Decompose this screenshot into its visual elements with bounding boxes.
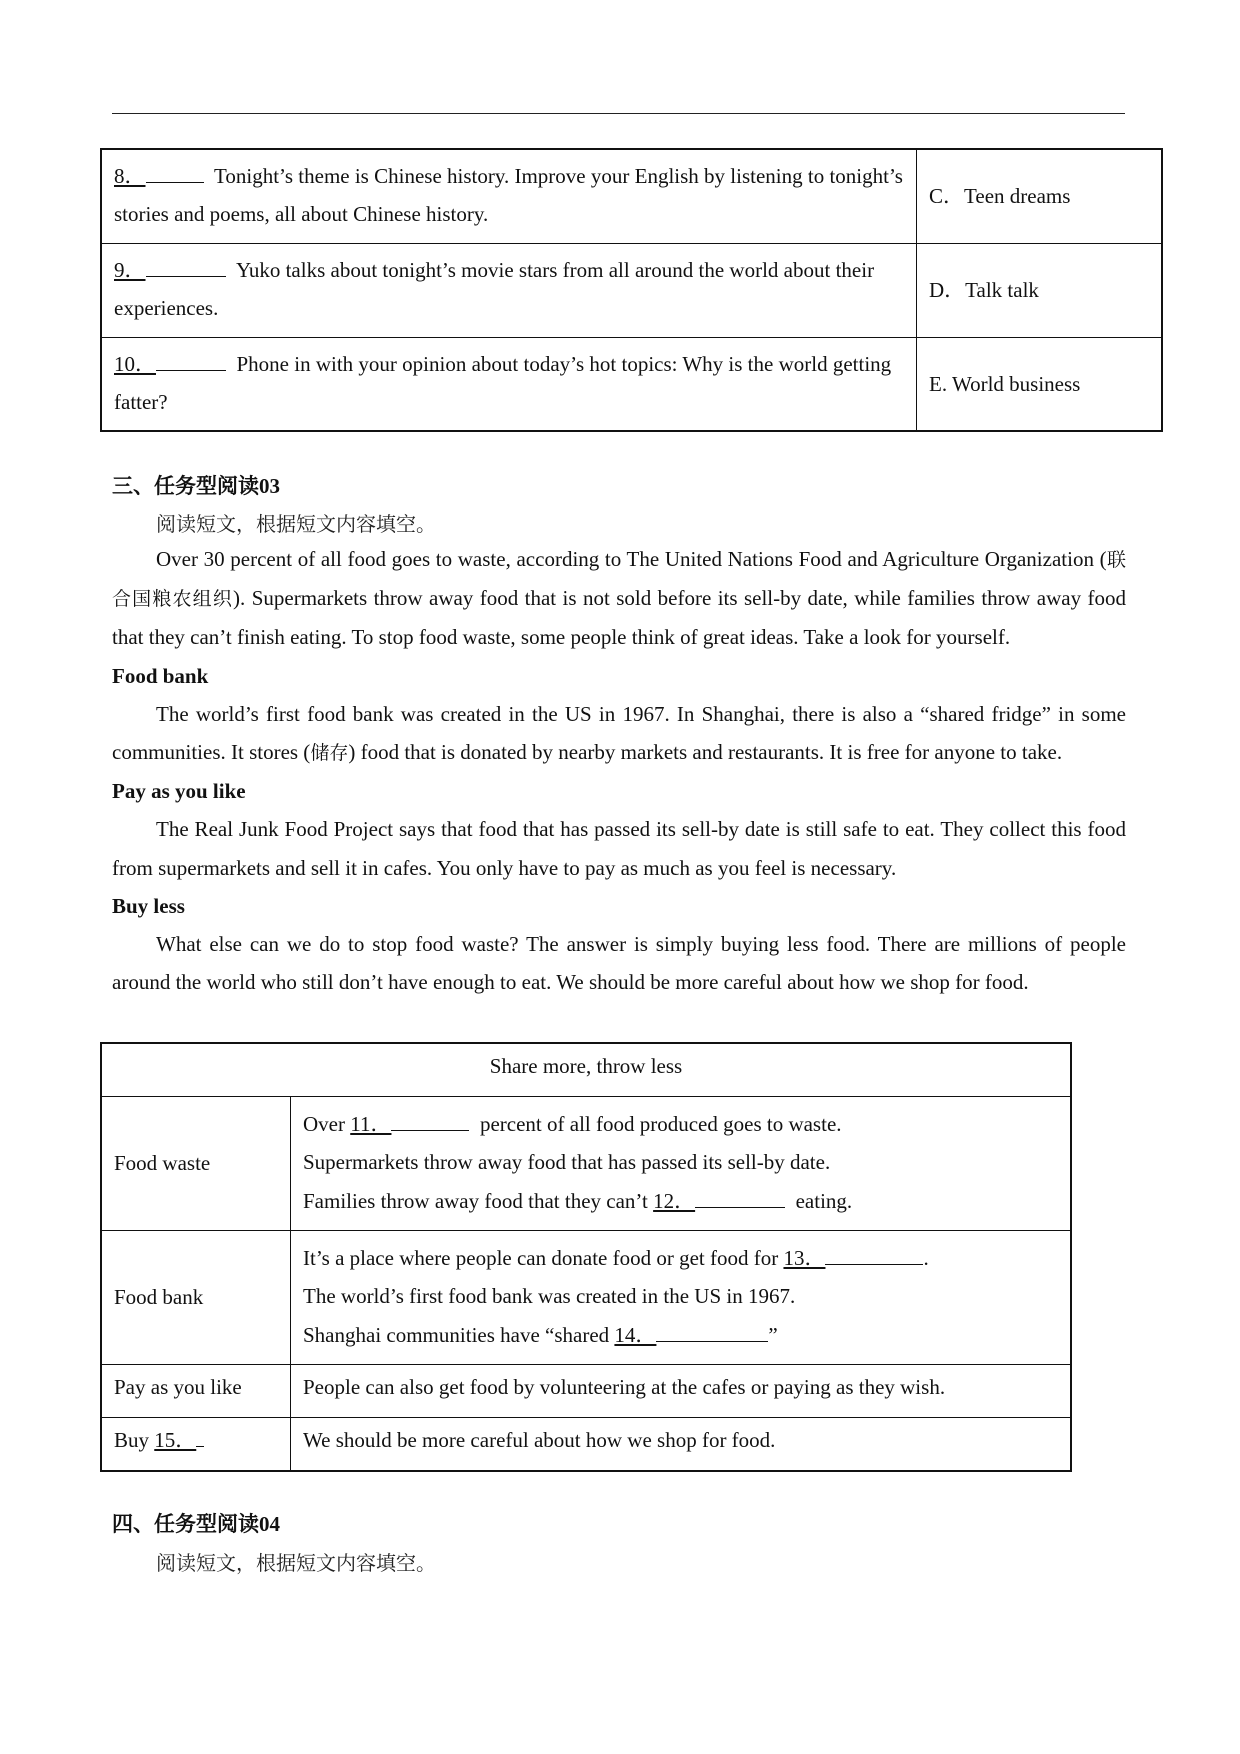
answer-blank[interactable]: [656, 1321, 768, 1342]
table-row: [101, 1365, 1071, 1418]
table-row: [101, 243, 1162, 337]
table-row: [101, 1231, 1071, 1365]
table-row: [101, 1418, 1071, 1472]
question-text: Yuko talks about tonight’s movie stars from all around the world about their experiences.: [114, 258, 875, 320]
option-cell: E. World business: [917, 337, 1163, 431]
paragraph: What else can we do to stop food waste? The answer is simply buying less food. There are millions of people around the world who still don’t have enough to eat. We should be more careful about how we shop for food.: [112, 932, 1126, 995]
row-label: Buy 15．: [101, 1418, 291, 1472]
question-cell: [101, 149, 917, 243]
table-row: [101, 1097, 1071, 1231]
subheading: Food bank: [112, 663, 209, 688]
row-label: Food waste: [101, 1097, 291, 1231]
question-cell: [101, 243, 917, 337]
section-4-instruction: 阅读短文，根据短文内容填空。: [156, 1551, 436, 1575]
paragraph: The world’s first food bank was created in the US in 1967. In Shanghai, there is also a “shared fridge” in some communities. It stores (储存) food that is donated by nearby markets and restaurants. It is free for anyone to take.: [112, 701, 1126, 765]
row-content: Over 11． percent of all food produced goes to waste. Supermarkets throw away food that has passed its sell-by date. Families throw away food that they can’t 12． eating.: [291, 1097, 1072, 1231]
paragraph: Over 30 percent of all food goes to waste, according to The United Nations Food and Agriculture Organization (联合国粮农组织). Supermarkets throw away food that is not sold before its sell-by date, while families throw away food that they can’t finish eating. To stop food waste, some people think of great ideas. Take a look for yourself.: [112, 547, 1126, 650]
table-row: [101, 1043, 1071, 1097]
section-4-title: 四、任务型阅读04: [112, 1512, 280, 1536]
table-row: [101, 337, 1162, 431]
row-label: Pay as you like: [101, 1365, 291, 1418]
blank-number: 10．: [114, 351, 156, 376]
answer-blank[interactable]: [146, 256, 226, 277]
blank-number: 8．: [114, 164, 146, 189]
blank-number: 9．: [114, 258, 146, 282]
question-text: Phone in with your opinion about today’s hot topics: Why is the world getting fatter?: [114, 351, 892, 414]
question-text: Tonight’s theme is Chinese history. Improve your English by listening to tonight’s stories and poems, all about Chinese history.: [114, 164, 903, 227]
answer-blank[interactable]: [825, 1244, 923, 1265]
row-label: Food bank: [101, 1231, 291, 1365]
reading-passage: [112, 540, 1126, 1001]
row-content: People can also get food by volunteering at the cafes or paying as they wish.: [291, 1365, 1072, 1418]
answer-blank[interactable]: [156, 350, 226, 371]
option-cell: D．Talk talk: [917, 243, 1163, 337]
answer-blank[interactable]: [196, 1426, 204, 1447]
row-content: It’s a place where people can donate food or get food for 13． . The world’s first food bank was created in the US in 1967. Shanghai communities have “shared 14． ”: [291, 1231, 1072, 1365]
subheading: Pay as you like: [112, 779, 246, 804]
option-cell: C．Teen dreams: [917, 149, 1163, 243]
subheading: Buy less: [112, 893, 185, 918]
header-rule: [112, 113, 1125, 114]
section-3-title: 三、任务型阅读03: [112, 474, 280, 498]
matching-table: [100, 148, 1163, 432]
summary-table: [100, 1042, 1072, 1472]
answer-blank[interactable]: [146, 162, 204, 183]
paragraph: The Real Junk Food Project says that food that has passed its sell-by date is still safe to eat. They collect this food from supermarkets and sell it in cafes. You only have to pay as much as you feel is necessary.: [112, 817, 1126, 880]
summary-title: Share more, throw less: [101, 1043, 1071, 1097]
row-content: We should be more careful about how we shop for food.: [291, 1418, 1072, 1472]
question-cell: [101, 337, 917, 431]
table-row: [101, 149, 1162, 243]
answer-blank[interactable]: [391, 1110, 469, 1131]
answer-blank[interactable]: [695, 1187, 785, 1208]
section-3-instruction: 阅读短文，根据短文内容填空。: [156, 512, 436, 536]
